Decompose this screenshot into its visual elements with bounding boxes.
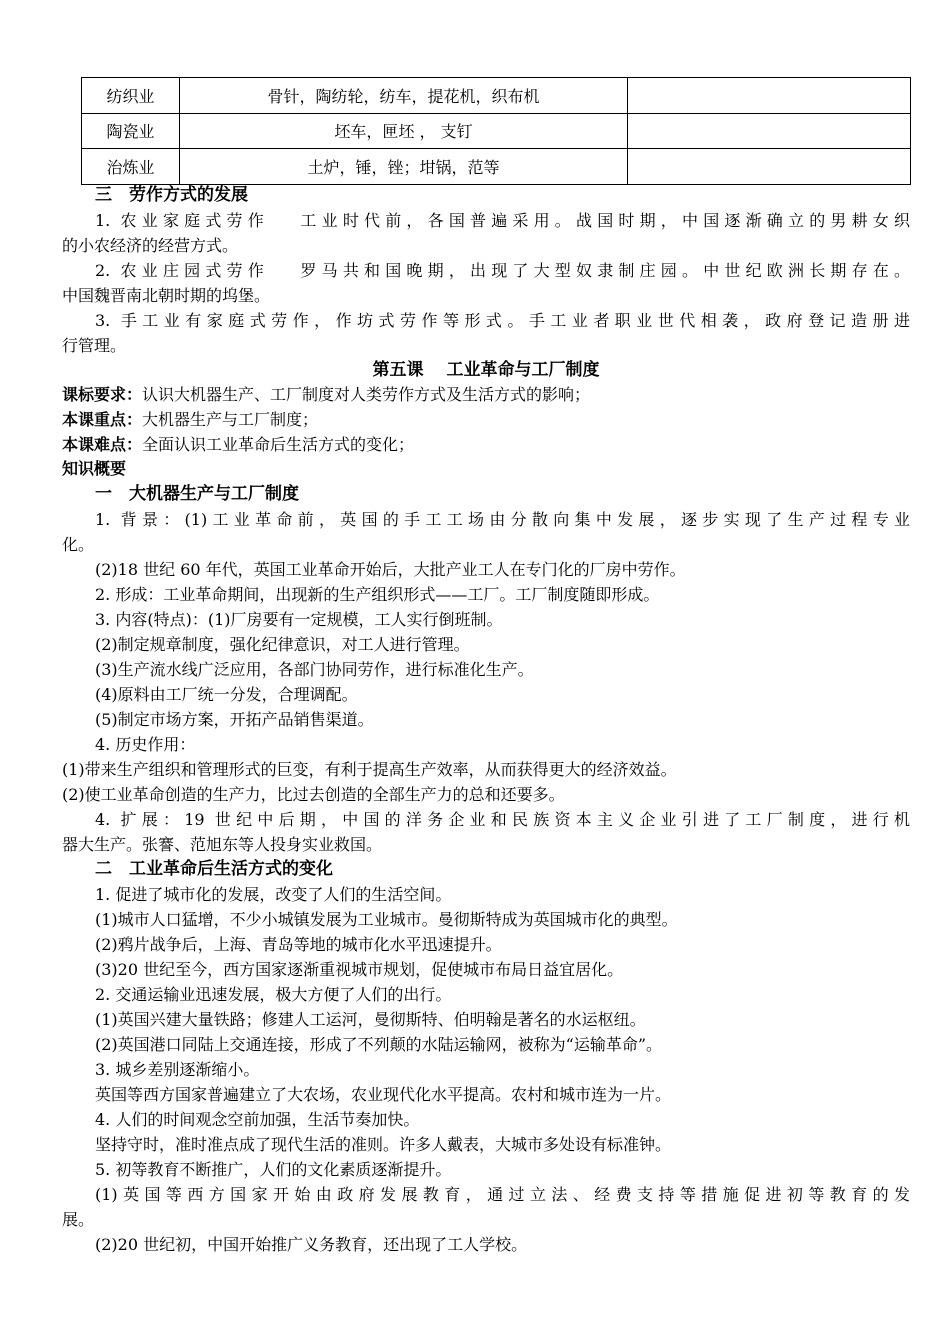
paragraph-line: (1)英国兴建大量铁路；修建人工运河，曼彻斯特、伯明翰是著名的水运枢纽。 [95,1010,646,1029]
paragraph-line: (1)带来生产组织和管理形式的巨变，有利于提高生产效率，从而获得更大的经济效益。 [62,760,677,779]
paragraph-line: 5. 初等教育不断推广，人们的文化素质逐渐提升。 [95,1160,452,1179]
requirement-line [62,383,910,407]
empty-cell [628,149,911,185]
overview-heading: 知识概要 [62,459,127,478]
tools-cell: 坯车，匣坯 ， 支钉 [180,113,628,149]
paragraph-line: 3. 内容(特点)：(1)厂房要有一定规模，工人实行倒班制。 [95,610,503,629]
paragraph-line: 坚持守时，准时准点成了现代生活的准则。许多人戴表，大城市多处设有标准钟。 [95,1135,672,1154]
difficulty-label: 本课难点： [62,435,143,454]
paragraph-line: (2)英国港口同陆上交通连接，形成了不列颠的水陆运输网，被称为“运输革命”。 [95,1035,663,1054]
table-row [82,113,911,149]
empty-cell [628,78,911,114]
table-row [82,149,911,185]
paragraph-line: (5)制定市场方案，开拓产品销售渠道。 [95,710,374,729]
paragraph-line: (3)生产流水线广泛应用，各部门协同劳作，进行标准化生产。 [95,660,534,679]
paragraph-line: 2. 形成：工业革命期间，出现新的生产组织形式——工厂。工厂制度随即形成。 [95,585,660,604]
lesson-title: 第五课 工业革命与工厂制度 [372,360,600,380]
paragraph-line: 化。 [62,535,95,554]
paragraph-line: 中国魏晋南北朝时期的坞堡。 [62,286,271,305]
paragraph-line: 器大生产。张謇、范旭东等人投身实业救国。 [62,835,383,854]
trade-cell: 纺织业 [82,78,180,114]
paragraph-line: 4. 历史作用： [95,735,196,754]
tools-cell: 骨针，陶纺轮，纺车，提花机，织布机 [180,78,628,114]
paragraph-line: (1)英国等西方国家开始由政府发展教育，通过立法、经费支持等措施促进初等教育的发 [95,1185,910,1204]
tools-table [81,77,911,185]
paragraph-line: 1. 背景：(1)工业革命前，英国的手工工场由分散向集中发展，逐步实现了生产过程专业 [95,510,910,529]
paragraph-line: (1)城市人口猛增，不少小城镇发展为工业城市。曼彻斯特成为英国城市化的典型。 [95,910,678,929]
paragraph-line: (2)使工业革命创造的生产力，比过去创造的全部生产力的总和还要多。 [62,785,565,804]
trade-cell: 陶瓷业 [82,113,180,149]
empty-cell [628,113,911,149]
paragraph-line: (3)20 世纪至今，西方国家逐渐重视城市规划，促使城市布局日益宜居化。 [95,960,624,979]
section-heading: 一 大机器生产与工厂制度 [95,484,299,504]
key-point-label: 本课重点： [62,410,143,429]
key-point-text: 大机器生产与工厂制度； [142,410,319,429]
paragraph-line: (2)制定规章制度，强化纪律意识，对工人进行管理。 [95,635,470,654]
paragraph-line: (2)18 世纪 60 年代，英国工业革命开始后，大批产业工人在专门化的厂房中劳作。 [95,560,686,579]
paragraph-line: 英国等西方国家普遍建立了大农场，农业现代化水平提高。农村和城市连为一片。 [95,1085,672,1104]
paragraph-line: 1. 农业家庭式劳作 工业时代前，各国普遍采用。战国时期，中国逐渐确立的男耕女织 [95,211,910,230]
paragraph-line: 4. 扩展：19 世纪中后期，中国的洋务企业和民族资本主义企业引进了工厂制度，进行机 [95,810,910,829]
section-heading: 三 劳作方式的发展 [95,185,248,205]
paragraph-line: 3. 手工业有家庭式劳作，作坊式劳作等形式。手工业者职业世代相袭，政府登记造册进 [95,311,910,330]
paragraph-line: (2)20 世纪初，中国开始推广义务教育，还出现了工人学校。 [95,1235,528,1254]
paragraph-line: (4)原料由工厂统一分发，合理调配。 [95,685,358,704]
trade-cell: 治炼业 [82,149,180,185]
paragraph-line: 4. 人们的时间观念空前加强，生活节奏加快。 [95,1110,420,1129]
paragraph-line: 2. 农业庄园式劳作 罗马共和国晚期，出现了大型奴隶制庄园。中世纪欧洲长期存在。 [95,261,910,280]
paragraph-line: 的小农经济的经营方式。 [62,236,239,255]
paragraph-line: 1. 促进了城市化的发展，改变了人们的生活空间。 [95,885,452,904]
paragraph-line: 展。 [62,1210,95,1229]
requirement-text: 认识大机器生产、工厂制度对人类劳作方式及生活方式的影响； [142,385,591,404]
paragraph-line: 3. 城乡差别逐渐缩小。 [95,1060,260,1079]
tools-cell: 土炉，锤，锉；坩锅，范等 [180,149,628,185]
paragraph-line: (2)鸦片战争后，上海、青岛等地的城市化水平迅速提升。 [95,935,502,954]
table-row [82,78,911,114]
section-heading: 二 工业革命后生活方式的变化 [95,859,333,879]
paragraph-line: 行管理。 [62,336,127,355]
difficulty-text: 全面认识工业革命后生活方式的变化； [142,435,415,454]
difficulty-line [62,433,910,457]
paragraph-line: 2. 交通运输业迅速发展，极大方便了人们的出行。 [95,985,452,1004]
key-point-line [62,408,910,432]
requirement-label: 课标要求： [62,385,143,404]
